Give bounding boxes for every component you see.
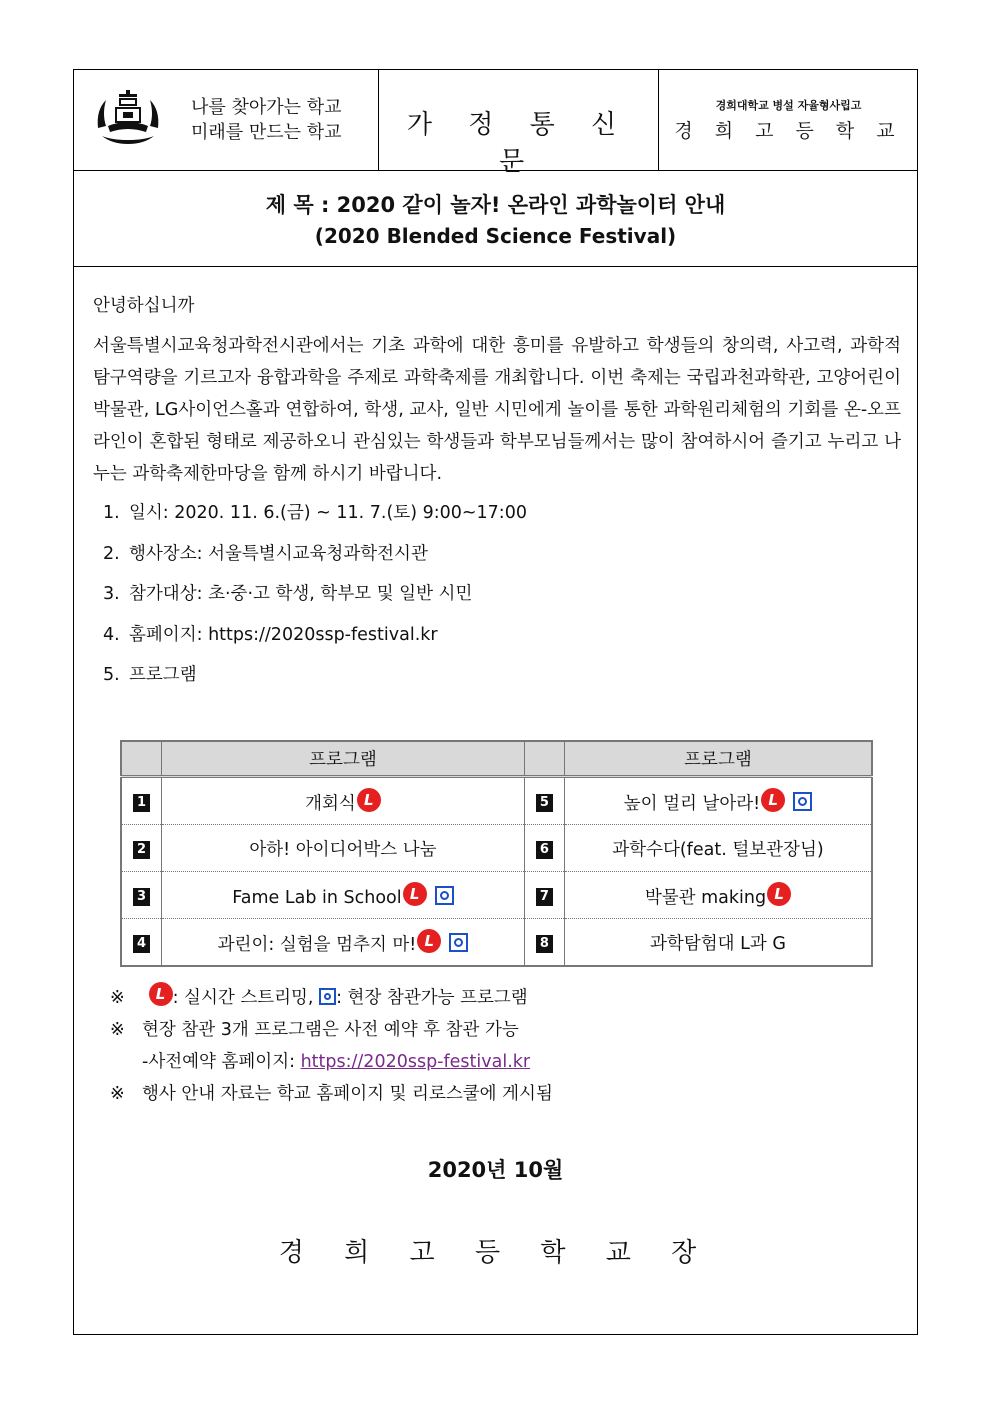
- list-item: [103, 659, 901, 691]
- program-number-cell: [524, 872, 564, 919]
- letter-body: [93, 290, 901, 700]
- table-row: [121, 825, 872, 872]
- program-name: 개회식: [305, 793, 356, 814]
- note-mark: ※: [110, 988, 125, 1008]
- intro-paragraph: 서울특별시교육청과학전시관에서는 기초 과학에 대한 흥미를 유발하고 학생들의 창의력, 사고력, 과학적 탐구역량을 기르고자 융합과학을 주제로 과학축제를 개최합니다. 이번 축제는 국립과천과학관, 고양어린이박물관, LG사이언스홀과 연합하여, 학생, 교사, 일반 시민에게 놀이를 통한 과학원리체험의 기회를 온-오프라인이 혼합된 형태로 제공하오니 관심있는 학생들과 학부모님들께서는 많이 참여하시어 즐기고 누리고 나누는 과학축제한마당을 함께 하시기 바랍니다.: [93, 336, 901, 484]
- greeting: 안녕하십니까: [93, 296, 195, 316]
- list-item-number: 5.: [103, 665, 120, 685]
- header-school-cell: [659, 70, 918, 170]
- program-name: 과린이: 실험을 멈추지 마!: [217, 934, 417, 955]
- program-cell: [162, 872, 525, 919]
- header-logo-cell: [74, 70, 379, 170]
- document-frame: [73, 69, 918, 1335]
- table-header-row: [121, 741, 872, 777]
- note-mark: ※: [110, 1084, 125, 1104]
- list-item-text: 프로그램: [129, 665, 197, 685]
- school-affiliation: 경희대학교 병설 자율형사립고: [715, 99, 862, 112]
- program-number-cell: [121, 919, 162, 967]
- live-streaming-icon: L: [417, 929, 441, 953]
- header-title-cell: [379, 70, 659, 177]
- reservation-link-row: [110, 1046, 553, 1078]
- program-cell: [162, 825, 525, 872]
- on-site-visit-icon: [793, 792, 812, 811]
- program-number: 7: [536, 888, 553, 906]
- program-name: 과학수다(feat. 털보관장님): [612, 839, 824, 860]
- school-name: 경 희 고 등 학 교: [674, 120, 903, 142]
- program-number: 5: [536, 794, 553, 812]
- header-program-left: 프로그램: [162, 741, 525, 777]
- header-number-cell: [524, 741, 564, 777]
- table-row: [121, 919, 872, 967]
- program-number-cell: [121, 777, 162, 825]
- note-mark: ※: [110, 1020, 125, 1040]
- program-cell: [162, 777, 525, 825]
- reservation-link[interactable]: https://2020ssp-festival.kr: [300, 1052, 531, 1072]
- list-item: [103, 497, 901, 529]
- program-name: 높이 멀리 날아라!: [623, 793, 761, 814]
- program-name: 아하! 아이디어박스 나눔: [249, 839, 437, 860]
- principal-signature: 경 희 고 등 학 교 장: [278, 1238, 713, 1268]
- program-number: 3: [133, 888, 150, 906]
- list-item-number: 4.: [103, 624, 120, 645]
- on-site-visit-icon: [319, 988, 336, 1005]
- school-emblem-icon: [92, 88, 164, 150]
- letter-header: [74, 70, 917, 177]
- motto-line-1: 나를 찾아가는 학교: [191, 97, 342, 118]
- list-item-number: 2.: [103, 543, 120, 564]
- header-program-right: 프로그램: [564, 741, 872, 777]
- list-item: [103, 619, 901, 651]
- school-motto: [191, 95, 342, 145]
- program-name: Fame Lab in School: [232, 888, 402, 908]
- program-cell: [564, 872, 872, 919]
- reservation-link-label: -사전예약 홈페이지:: [142, 1052, 301, 1072]
- live-streaming-icon: L: [767, 882, 791, 906]
- list-item-text: 홈페이지: https://2020ssp-festival.kr: [129, 624, 438, 645]
- program-cell: [162, 919, 525, 967]
- subject-section: [74, 171, 917, 267]
- posting-note: [110, 1078, 553, 1110]
- live-streaming-icon: L: [761, 788, 785, 812]
- reservation-note: [110, 1014, 553, 1046]
- program-cell: [564, 919, 872, 967]
- program-number-cell: [524, 777, 564, 825]
- list-item: [103, 578, 901, 610]
- program-number-cell: [121, 825, 162, 872]
- program-cell: [564, 777, 872, 825]
- live-streaming-icon: L: [357, 788, 381, 812]
- on-site-visit-icon: [449, 933, 468, 952]
- program-number: 6: [536, 841, 553, 859]
- info-list: [93, 497, 901, 691]
- program-number: 4: [133, 935, 150, 953]
- program-table: [120, 740, 873, 967]
- program-number-cell: [524, 825, 564, 872]
- motto-line-2: 미래를 만드는 학교: [191, 122, 342, 143]
- issue-date: 2020년 10월: [427, 1158, 564, 1182]
- document-title: 가 정 통 신 문: [406, 110, 631, 177]
- table-row: [121, 872, 872, 919]
- list-item-number: 3.: [103, 584, 120, 604]
- list-item-number: 1.: [103, 503, 120, 523]
- list-item-text: 참가대상: 초·중·고 학생, 학부모 및 일반 시민: [129, 584, 473, 604]
- header-number-cell: [121, 741, 162, 777]
- legend-visit-text: : 현장 참관가능 프로그램: [336, 988, 528, 1008]
- live-streaming-icon: L: [403, 882, 427, 906]
- program-name: 과학탐험대 L과 G: [650, 933, 786, 954]
- program-number: 2: [133, 841, 150, 859]
- program-name: 박물관 making: [644, 887, 767, 908]
- legend-note: [110, 982, 553, 1014]
- program-number-cell: [121, 872, 162, 919]
- notes-section: [110, 982, 553, 1110]
- list-item-text: 행사장소: 서울특별시교육청과학전시관: [129, 543, 428, 564]
- program-cell: [564, 825, 872, 872]
- list-item-text: 일시: 2020. 11. 6.(금) ~ 11. 7.(토) 9:00~17:00: [129, 503, 527, 523]
- program-number: 8: [536, 935, 553, 953]
- on-site-visit-icon: [435, 886, 454, 905]
- table-row: [121, 777, 872, 825]
- program-number: 1: [133, 794, 150, 812]
- reservation-note-text: 현장 참관 3개 프로그램은 사전 예약 후 참관 가능: [142, 1020, 519, 1040]
- subject-title: 제 목 : 2020 같이 놀자! 온라인 과학놀이터 안내: [265, 193, 726, 217]
- list-item: [103, 538, 901, 570]
- subject-subtitle: (2020 Blended Science Festival): [314, 224, 677, 248]
- legend-live-text: : 실시간 스트리밍,: [172, 988, 314, 1008]
- posting-note-text: 행사 안내 자료는 학교 홈페이지 및 리로스쿨에 게시됨: [142, 1084, 553, 1104]
- live-streaming-icon: L: [149, 982, 173, 1006]
- program-number-cell: [524, 919, 564, 967]
